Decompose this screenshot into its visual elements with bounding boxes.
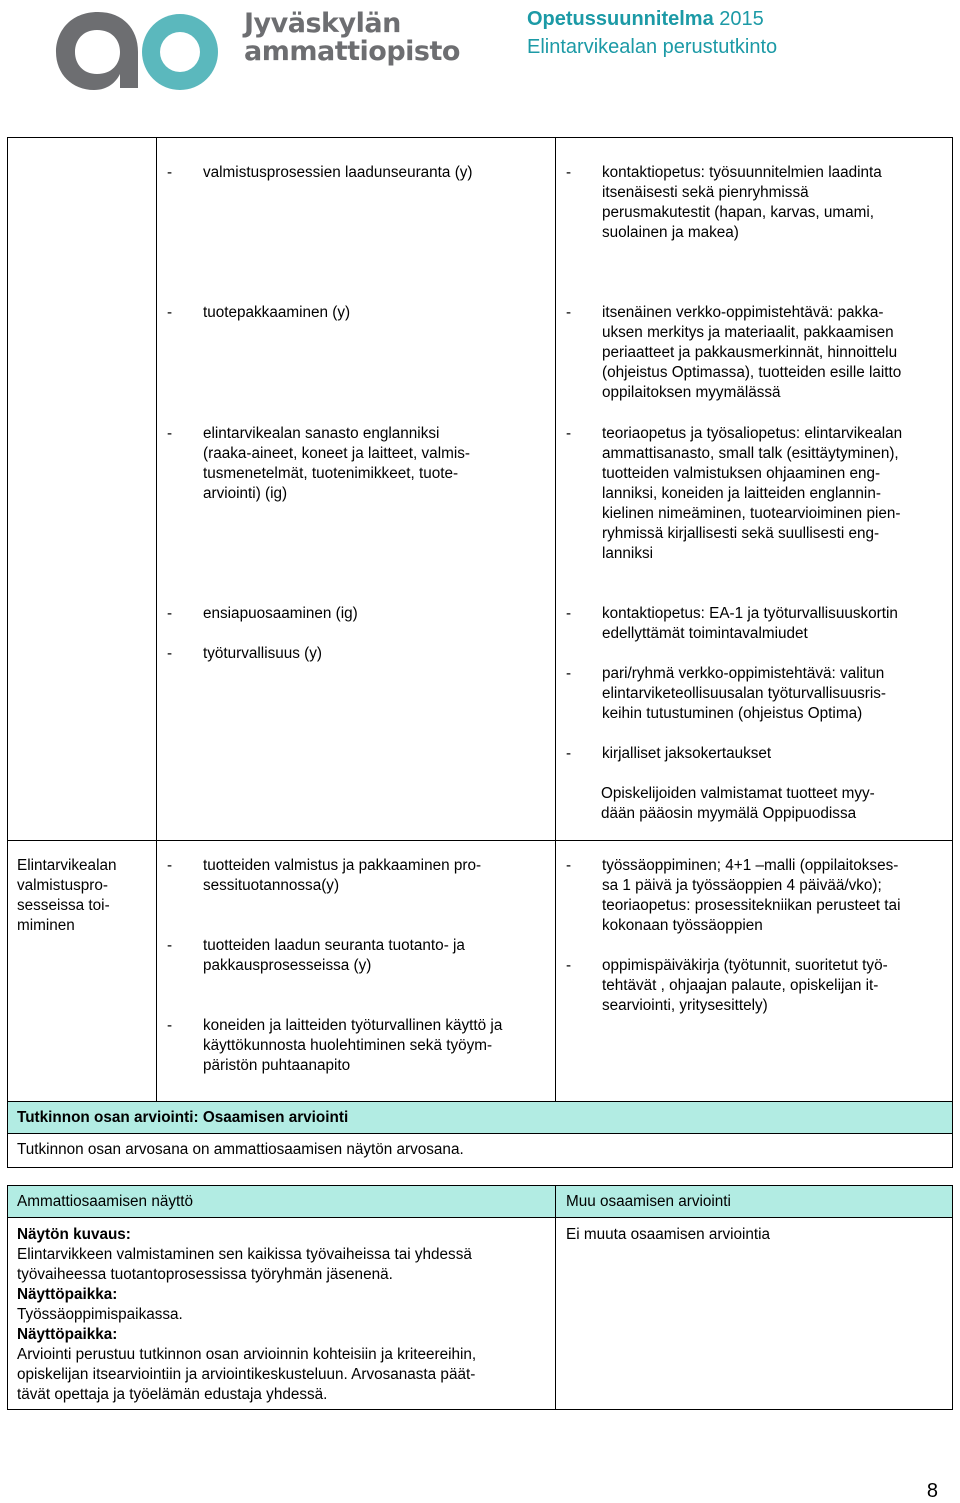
demo-details: Näytön kuvaus: Elintarvikkeen valmistaminen sen kaikissa työvaiheissa tai yhdessä työvaiheessa tuotantoprosessissa työryhmän jäsenenä. Näyttöpaikka: Työssäoppimispaikassa. Näyttöpaikka: Arviointi perustuu tutkinnon osan arvioinnin kohteisiin ja kriteereihin, opiskelijan itsearviointiin ja arviointikeskusteluun. Arvosanasta päät- tävät opettaja ja työelämän edustaja yhdessä. xyxy=(17,1226,477,1403)
plan-title: Opetussuunnitelma xyxy=(527,8,714,30)
note: Opiskelijoiden valmistamat tuotteet myy- dään pääosin myymälä Oppipuodissa xyxy=(601,785,875,822)
demo-heading: Ammattiosaamisen näyttö xyxy=(17,1193,193,1210)
other-assessment-text: Ei muuta osaamisen arviointia xyxy=(566,1226,771,1243)
competence-title: Elintarvikealan valmistuspro- sesseissa toi- miminen xyxy=(17,857,117,934)
demo-place-label: Näyttöpaikka: xyxy=(17,1286,118,1303)
document-header xyxy=(527,5,777,61)
logo-line-1: Jyväskylän xyxy=(244,8,401,39)
plan-year: 2015 xyxy=(719,8,764,30)
logo-wordmark xyxy=(244,10,460,66)
plan-subtitle: Elintarvikealan perustutkinto xyxy=(527,36,778,58)
assessment-heading: Tutkinnon osan arviointi: Osaamisen arviointi xyxy=(17,1109,349,1126)
logo-line-2: ammattiopisto xyxy=(244,36,460,67)
demo-description-label: Näytön kuvaus: xyxy=(17,1226,131,1243)
page-number: 8 xyxy=(926,1480,938,1502)
other-assessment-heading: Muu osaamisen arviointi xyxy=(566,1193,731,1210)
demo-place-label-2: Näyttöpaikka: xyxy=(17,1326,118,1343)
assessment-text: Tutkinnon osan arvosana on ammattiosaamisen näytön arvosana. xyxy=(17,1141,464,1158)
logo-ao-mark xyxy=(48,0,228,98)
